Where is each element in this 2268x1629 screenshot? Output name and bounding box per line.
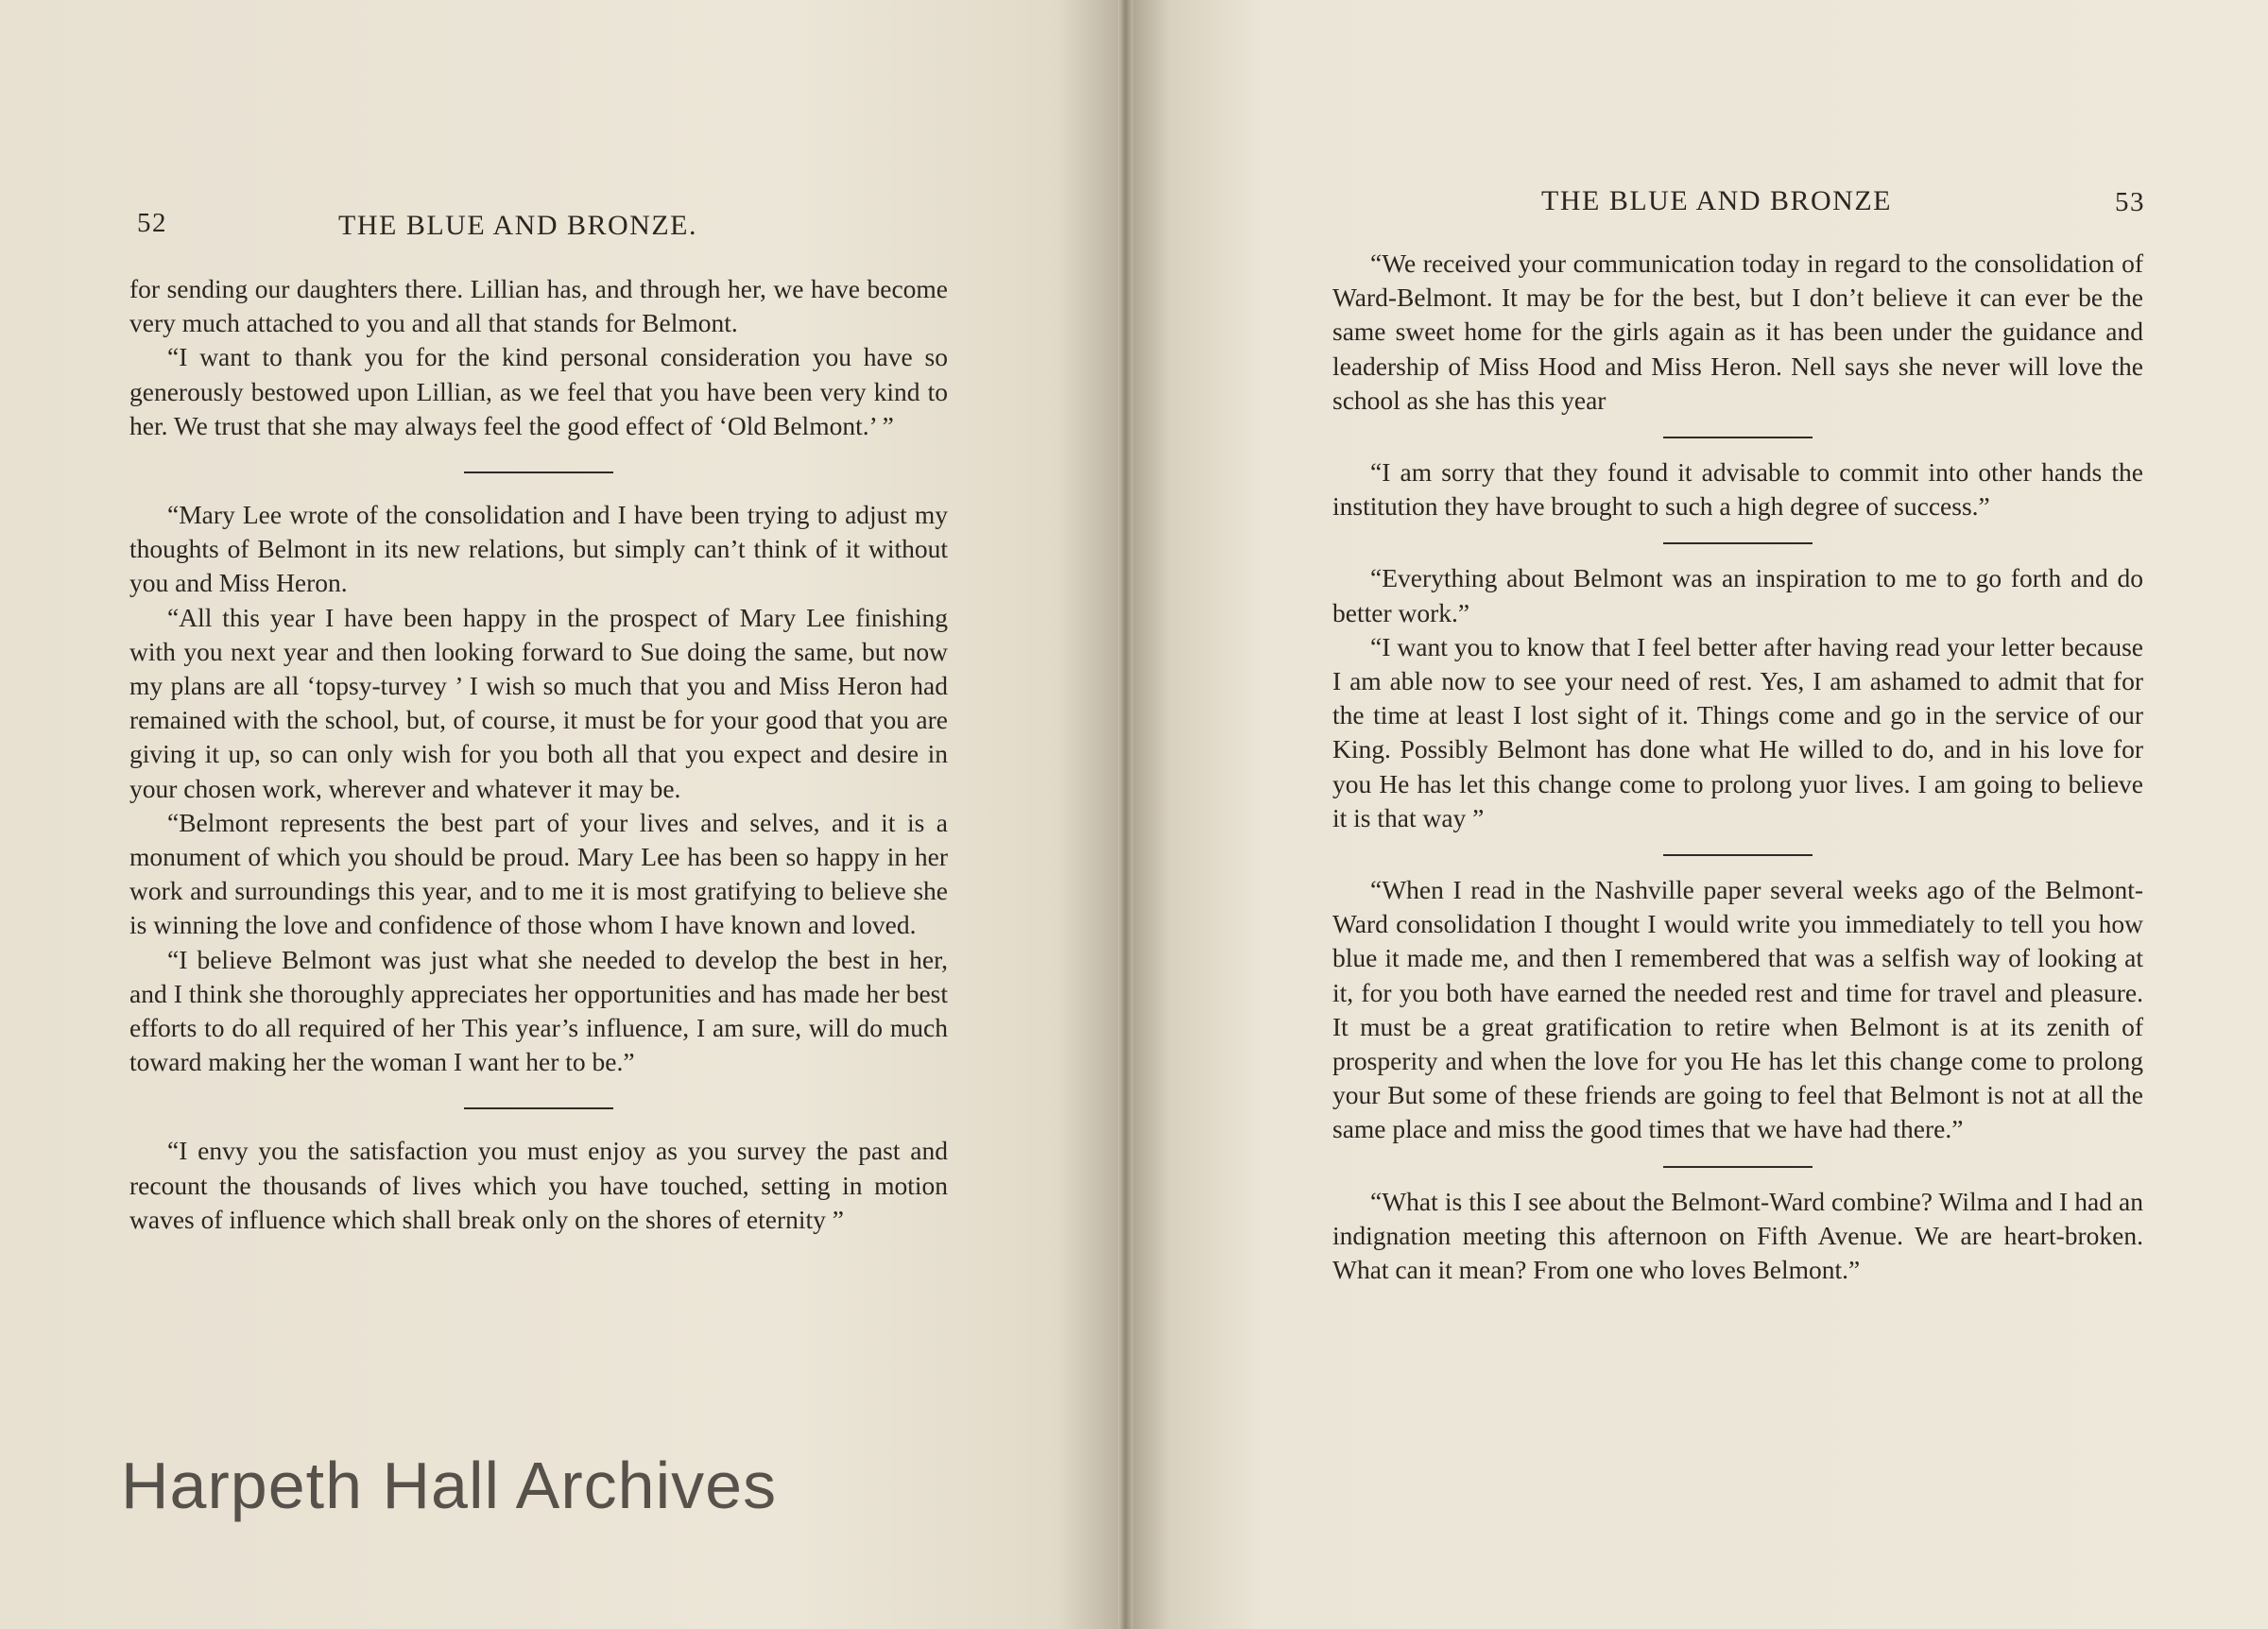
section-divider — [464, 1107, 613, 1109]
left-paragraph-6: “I believe Belmont was just what she needed to develop the best in her, and I think she thoroughly appreciates her opportunities and has made her best efforts to do all required of her This year’s influence, I am sure, will do much toward making her the woman I want her to be.” — [129, 944, 948, 1077]
left-paragraph-7: “I envy you the satisfaction you must enjoy as you survey the past and recount the thousands of lives which you have touched, setting in motion waves of influence which shall break only on the shores of eternity ” — [129, 1136, 948, 1234]
right-page-number: 53 — [2115, 187, 2145, 217]
right-paragraph-5: “When I read in the Nashville paper several weeks ago of the Belmont-Ward consolidation I thought I would write you immediately to tell you how blue it made me, and then I remembered that was a selfish way of looking at it, for you both have earned the needed rest and time for travel and pleasure. It must be a great gratification to retire when Belmont is at its zenith of prosperity and when the love for you He has let this change come to prolong your But some of these friends are going to feel that Belmont is not at all the same place and miss the good times that we have had there.” — [1332, 875, 2143, 1144]
section-divider — [1663, 437, 1813, 438]
left-page-number: 52 — [137, 208, 167, 238]
right-paragraph-2: “I am sorry that they found it advisable to commit into other hands the institution they have brought to such a high degree of success.” — [1332, 457, 2143, 522]
left-page — [0, 0, 1125, 1629]
right-paragraph-3: “Everything about Belmont was an inspiration to me to go forth and do better work.” — [1332, 563, 2143, 627]
left-running-head: THE BLUE AND BRONZE. — [338, 210, 697, 241]
section-divider — [1663, 854, 1813, 856]
section-divider — [1663, 542, 1813, 544]
left-paragraph-2: “I want to thank you for the kind personal consideration you have so generously bestowed upon Lillian, as we feel that you have been very kind to her. We trust that she may always feel the good effect of ‘Old Belmont.’ ” — [129, 342, 948, 440]
left-paragraph-1: for sending our daughters there. Lillian has, and through her, we have become very much attached to you and all that stands for Belmont. — [129, 274, 948, 338]
book-gutter — [1118, 0, 1133, 1629]
left-paragraph-4: “All this year I have been happy in the prospect of Mary Lee finishing with you next year and then looking forward to Sue doing the same, but now my plans are all ‘topsy-turvey ’ I wish so much that you and Miss Heron had remained with the school, but, of course, it must be for your good that you are giving it up, so can only wish for you both all that you expect and desire in your chosen work, wherever and whatever it may be. — [129, 602, 948, 803]
right-paragraph-4: “I want you to know that I feel better after having read your letter because I am able now to see your need of rest. Yes, I am ashamed to admit that for the time at least I lost sight of it. Things come and go in the service of our King. Possibly Belmont has done what He willed to do, and in his love for you He has let this change come to prolong yuor lives. I am going to believe it is that way ” — [1332, 631, 2143, 832]
right-paragraph-1: “We received your communication today in regard to the consolidation of Ward-Belmont. It may be for the best, but I don’t believe it can ever be the same sweet home for the girls again as it has been under the guidance and leadership of Miss Hood and Miss Heron. Nell says she never will love the school as she has this year — [1332, 249, 2143, 415]
section-divider — [464, 472, 613, 473]
archive-watermark: Harpeth Hall Archives — [121, 1449, 778, 1522]
right-running-head: THE BLUE AND BRONZE — [1541, 185, 1892, 216]
left-paragraph-3: “Mary Lee wrote of the consolidation and I have been trying to adjust my thoughts of Belmont in its new relations, but simply can’t think of it without you and Miss Heron. — [129, 500, 948, 598]
right-paragraph-6: “What is this I see about the Belmont-Ward combine? Wilma and I had an indignation meeting this afternoon on Fifth Avenue. We are heart-broken. What can it mean? From one who loves Belmont.” — [1332, 1186, 2143, 1285]
section-divider — [1663, 1166, 1813, 1168]
right-text-column — [1332, 247, 2143, 1287]
left-paragraph-5: “Belmont represents the best part of your lives and selves, and it is a monument of which you should be proud. Mary Lee has been so happy in her work and surroundings this year, and to me it is most gratifying to believe she is winning the love and confidence of those whom I have known and loved. — [129, 807, 948, 940]
left-text-column — [129, 272, 948, 1237]
